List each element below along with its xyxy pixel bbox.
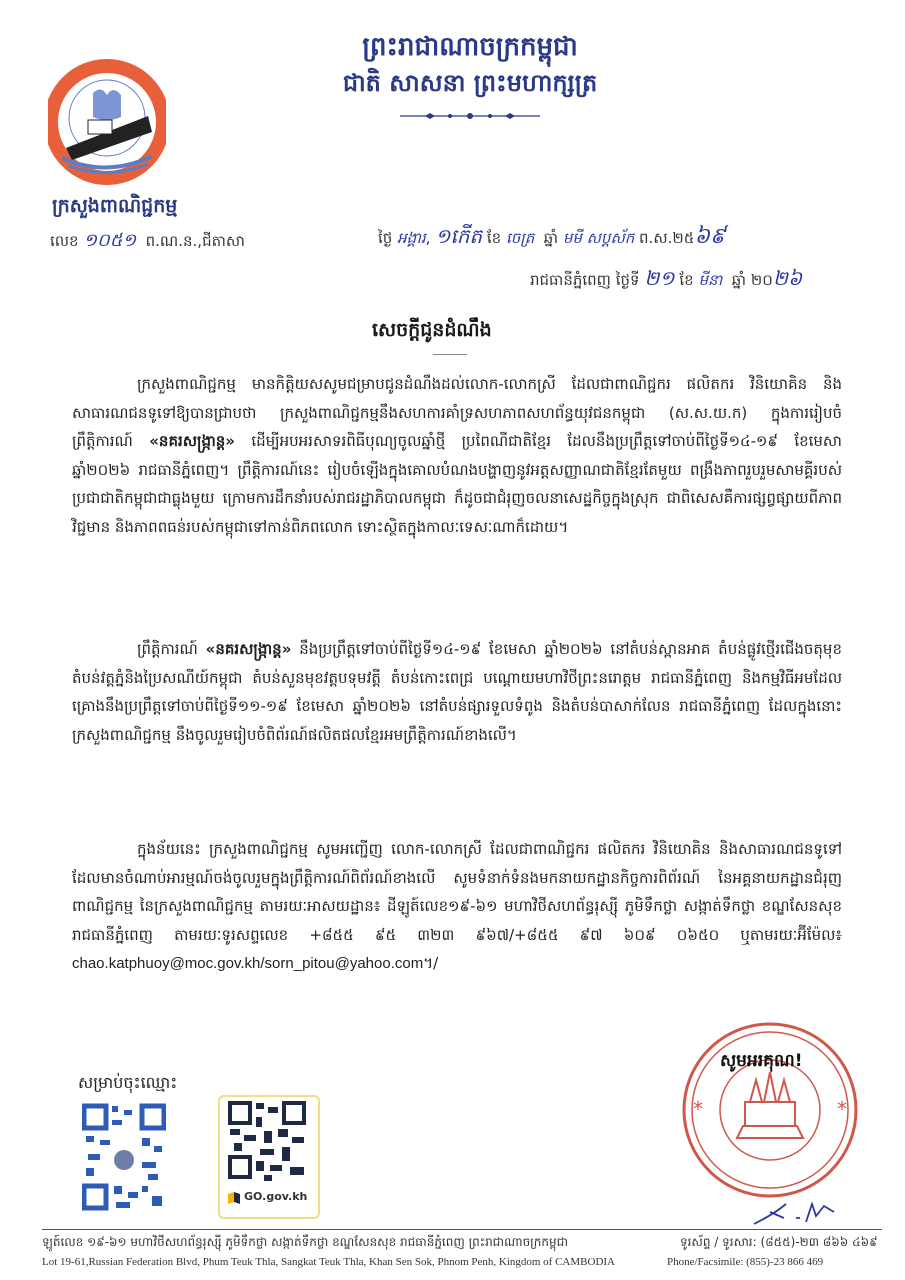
signature-icon bbox=[750, 1198, 860, 1228]
ref-label: លេខ bbox=[50, 232, 79, 250]
registration-qr-code[interactable] bbox=[82, 1102, 166, 1212]
paragraph-1 bbox=[72, 370, 842, 541]
paragraph-2 bbox=[72, 635, 842, 749]
notice-title: សេចក្តីជូនដំណឹង bbox=[372, 319, 492, 341]
lunar-day: អង្គារ bbox=[397, 229, 426, 247]
reference-number bbox=[50, 228, 245, 255]
go-gov-kh-label: GO.gov.kh bbox=[244, 1190, 308, 1203]
go-gov-kh-qr-code bbox=[220, 1097, 314, 1187]
ref-code: ព.ណ.ន.,ជីតាសា bbox=[145, 232, 245, 250]
footer-divider bbox=[42, 1229, 882, 1230]
buddhist-era-label: ព.ស.២៥ bbox=[639, 229, 695, 247]
footer-phone-km: ទូរស័ព្ទ / ទូរសារ: (៨៥៥)-២៣ ៨៦៦ ៤៦៩ bbox=[680, 1235, 878, 1249]
national-motto: ជាតិ សាសនា ព្រះមហាក្សត្រ bbox=[342, 69, 598, 97]
paragraph-3 bbox=[72, 835, 842, 979]
go-gov-kh-logo-icon bbox=[226, 1190, 242, 1206]
solar-year-hand: ២៦ bbox=[772, 266, 803, 290]
p3-text: ក្នុងន័យនេះ ក្រសួងពាណិជ្ជកម្ម សូមអញ្ជើញ លោក-លោកស្រី ដែលជាពាណិជ្ជករ ផលិតករ វិនិយោគិន និងសាធារណជនទូទៅ ដែលមានចំណាប់អារម្មណ៍ចង់ចូលរួមក្នុងព្រឹត្តិការណ៍ពិព័រណ៍ខាងលើ សូមទំនាក់ទំនងមកនាយកដ្ឋានកិច្ចការពិព័រណ៍ នៃអគ្គនាយកដ្ឋានជំរុញពាណិជ្ជកម្ម នៃក្រសួងពាណិជ្ជកម្ម តាមរយៈអាសយដ្ឋាន៖ ដីឡូត៍លេខ១៩-៦១ មហាវិថីសហព័ន្ធរុស្ស៊ី ភូមិទឹកថ្លា សង្កាត់ទឹកថ្លា ខណ្ឌសែនសុខ រាជធានីភ្នំពេញ តាមរយៈទូរសព្ទលេខ +៨៥៥ ៩៥ ៣២៣ ៩៦៧/+៨៥៥ ៩៧ ៦០៩ ០៦៥០ ឬតាមរយៈអ៊ីម៉ែល៖ bbox=[72, 840, 842, 944]
solar-month-label: ខែ bbox=[679, 271, 694, 289]
ref-number-handwritten: ១០៥១ bbox=[83, 230, 137, 251]
official-seal-icon bbox=[665, 1018, 875, 1198]
svg-text:*: * bbox=[693, 1097, 703, 1121]
event-name: «នគរសង្ក្រាន្ត» bbox=[149, 432, 235, 450]
footer-address-km: ឡូត៍លេខ ១៩-៦១ មហាវិថីសហព័ន្ធរុស្ស៊ី ភូមិទឹកថ្លា សង្កាត់ទឹកថ្លា ខណ្ឌសែនសុខ រាជធានីភ្នំពេញ ព្រះរាជាណាចក្រកម្ពុជា bbox=[42, 1235, 569, 1249]
p2b-text: នឹងប្រព្រឹត្តទៅចាប់ពីថ្ងៃទី១៤-១៩ ខែមេសា ឆ្នាំ២០២៦ នៅតំបន់ស្ពានអាគ តំបន់ផ្លូវថ្មើរជើងចតុមុខ តំបន់វត្តភ្នំនិងប្រៃសណីយ៍កម្ពុជា តំបន់សួនមុខវត្តបទុមវត្តី តំបន់កោះពេជ្រ បណ្តោយមហាវិថីព្រះនរោត្តម រាជធានីភ្នំពេញ និងកម្មវិធីអមដែលគ្រោងនឹងប្រព្រឹត្តទៅចាប់ពីថ្ងៃទី១១-១៩ ខែមេសា ឆ្នាំ២០២៦ នៅតំបន់ផ្សារទួលទំពូង និងតំបន់បាសាក់លែន រាជធានីភ្នំពេញ ដែលក្នុងនោះ ក្រសួងពាណិជ្ជកម្ម នឹងចូលរួមរៀបចំពិព័រណ៍ផលិតផលខ្មែរអមព្រឹត្តិការណ៍ខាងលើ។ bbox=[72, 640, 842, 744]
ornament-divider-icon bbox=[400, 110, 540, 122]
contact-email-link[interactable]: chao.katphuoy@moc.gov.kh/sorn_pitou@yahoo.com bbox=[72, 955, 424, 972]
title-divider bbox=[433, 354, 467, 355]
lunar-year: មមី សប្តស័ក bbox=[562, 229, 635, 247]
lunar-date: ថ្ងៃ អង្គារ, ១កើត ខែ ចេត្រ ឆ្នាំ មមី សប្តស័ក ព.ស.២៥៦៩ bbox=[378, 224, 726, 249]
lunar-phase: ១កើត bbox=[435, 224, 483, 248]
solar-month: មីនា bbox=[698, 271, 723, 289]
kingdom-title: ព្រះរាជាណាចក្រកម្ពុជា bbox=[362, 32, 578, 62]
thank-you-text: សូមអរគុណ! bbox=[720, 1051, 803, 1071]
p1-text: ក្រសួងពាណិជ្ជកម្ម មានកិត្តិយសសូមជម្រាបជូនដំណឹងដល់លោក-លោកស្រី ដែលជាពាណិជ្ជករ ផលិតករ វិនិយោគិន និងសាធារណជនទូទៅឱ្យបានជ្រាបថា ក្រសួងពាណិជ្ជកម្មនឹងសហការគាំទ្រសហភាពសហព័ន្ធយុវជនកម្ពុជា (ស.ស.យ.ក) ក្នុងការរៀបចំព្រឹត្តិការណ៍ bbox=[72, 375, 842, 450]
lunar-month: ចេត្រ bbox=[505, 229, 535, 247]
p1b-text: ដើម្បីអបអរសាទរពិធីបុណ្យចូលឆ្នាំថ្មី ប្រពៃណីជាតិខ្មែរ ដែលនឹងប្រព្រឹត្តទៅចាប់ពីថ្ងៃទី១៤-១៩ ខែមេសា ឆ្នាំ២០២៦ រាជធានីភ្នំពេញ។ ព្រឹត្តិការណ៍នេះ រៀបចំឡើងក្នុងគោលបំណងបង្ហាញនូវអត្តសញ្ញាណជាតិខ្មែរតែមួយ ពង្រឹងភាពរួបរួមសាមគ្គីរបស់ប្រជាជាតិកម្ពុជាជាធ្លុងមួយ ក្រោមការដឹកនាំរបស់រាជរដ្ឋាភិបាលកម្ពុជា ក៏ដូចជាជំរុញចលនាសេដ្ឋកិច្ចក្នុងស្រុក ជាពិសេសគឺការផ្សព្វផ្សាយពីភាពវិជ្ជមាន និងភាពពធន់របស់កម្ពុជាទៅកាន់ពិភពលោក ទោះស្ថិតក្នុងកាលៈទេសៈណាក៏ដោយ។ bbox=[72, 432, 842, 536]
registration-label: សម្រាប់ចុះឈ្មោះ bbox=[78, 1073, 178, 1092]
solar-year-label: ឆ្នាំ ២០ bbox=[731, 271, 773, 289]
solar-date bbox=[530, 265, 802, 295]
lunar-month-label: ខែ bbox=[486, 229, 502, 247]
svg-text:*: * bbox=[837, 1097, 847, 1121]
ministry-name: ក្រសួងពាណិជ្ជកម្ម bbox=[52, 195, 178, 217]
buddhist-era-hand: ៦៩ bbox=[694, 224, 726, 249]
ministry-logo-icon bbox=[48, 58, 166, 186]
lunar-year-label: ឆ្នាំ bbox=[543, 229, 559, 247]
solar-day: ២១ bbox=[644, 266, 675, 290]
footer-address-en: Lot 19-61,Russian Federation Blvd, Phum Teuk Thla, Sangkat Teuk Thla, Khan Sen Sok, Phnom Penh, Kingdom of CAMBODIA bbox=[42, 1256, 615, 1268]
p2a-text: ព្រឹត្តិការណ៍ bbox=[137, 640, 198, 658]
lunar-prefix: ថ្ងៃ bbox=[378, 229, 393, 247]
event-name: «នគរសង្ក្រាន្ត» bbox=[205, 640, 292, 658]
footer-phone-en: Phone/Facsimile: (855)-23 866 469 bbox=[667, 1256, 824, 1268]
p3-end: ។/ bbox=[423, 954, 439, 972]
solar-prefix: រាជធានីភ្នំពេញ ថ្ងៃទី bbox=[530, 271, 640, 289]
